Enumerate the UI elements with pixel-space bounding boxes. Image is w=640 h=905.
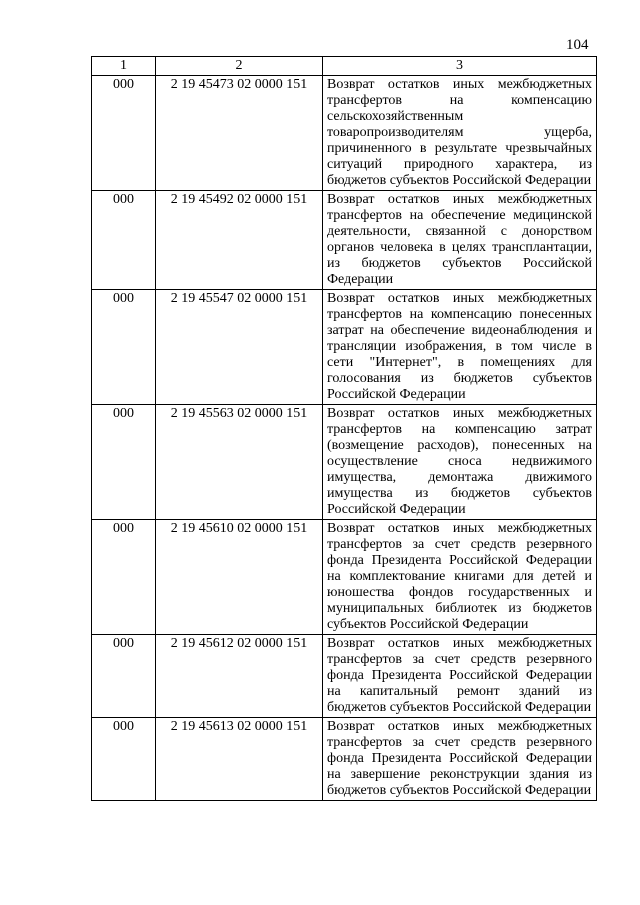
admin-code-cell: 000 [92,405,156,520]
table-row [92,520,597,635]
admin-code-cell: 000 [92,520,156,635]
description-cell: Возврат остатков иных межбюджетных трансфертов за счет средств резервного фонда Президента Российской Федерации на завершение реконструкции здания из бюджетов субъектов Российской Федерации [323,718,597,801]
admin-code-cell: 000 [92,718,156,801]
budget-code-cell: 2 19 45547 02 0000 151 [156,290,323,405]
table-row [92,191,597,290]
description-cell: Возврат остатков иных межбюджетных трансфертов на компенсацию сельскохозяйственным товаропроизводителям ущерба, причиненного в результате чрезвычайных ситуаций природного характера, из бюджетов субъектов Российской Федерации [323,76,597,191]
budget-code-cell: 2 19 45492 02 0000 151 [156,191,323,290]
admin-code-cell: 000 [92,76,156,191]
description-cell: Возврат остатков иных межбюджетных трансфертов за счет средств резервного фонда Президента Российской Федерации на комплектование книгами для детей и юношества фондов государственных и муниципальных библиотек из бюджетов субъектов Российской Федерации [323,520,597,635]
description-cell: Возврат остатков иных межбюджетных трансфертов за счет средств резервного фонда Президента Российской Федерации на капитальный ремонт зданий из бюджетов субъектов Российской Федерации [323,635,597,718]
budget-code-cell: 2 19 45563 02 0000 151 [156,405,323,520]
budget-code-cell: 2 19 45473 02 0000 151 [156,76,323,191]
description-cell: Возврат остатков иных межбюджетных трансфертов на обеспечение медицинской деятельности, связанной с донорством органов человека в целях трансплантации, из бюджетов субъектов Российской Федерации [323,191,597,290]
table-row [92,76,597,191]
column-header-1: 1 [92,57,156,76]
budget-codes-table [91,56,597,801]
admin-code-cell: 000 [92,635,156,718]
page-number: 104 [566,37,589,53]
budget-code-cell: 2 19 45613 02 0000 151 [156,718,323,801]
table-row [92,718,597,801]
description-cell: Возврат остатков иных межбюджетных трансфертов на компенсацию понесенных затрат на обеспечение видеонаблюдения и трансляции изображения, в том числе в сети "Интернет", в помещениях для голосования из бюджетов субъектов Российской Федерации [323,290,597,405]
table-row [92,635,597,718]
admin-code-cell: 000 [92,191,156,290]
table-row [92,290,597,405]
description-cell: Возврат остатков иных межбюджетных трансфертов на компенсацию затрат (возмещение расходов), понесенных на осуществление сноса недвижимого имущества, демонтажа движимого имущества из бюджетов субъектов Российской Федерации [323,405,597,520]
table-row [92,405,597,520]
column-header-3: 3 [323,57,597,76]
table-header-row [92,57,597,76]
admin-code-cell: 000 [92,290,156,405]
budget-code-cell: 2 19 45610 02 0000 151 [156,520,323,635]
column-header-2: 2 [156,57,323,76]
budget-code-cell: 2 19 45612 02 0000 151 [156,635,323,718]
